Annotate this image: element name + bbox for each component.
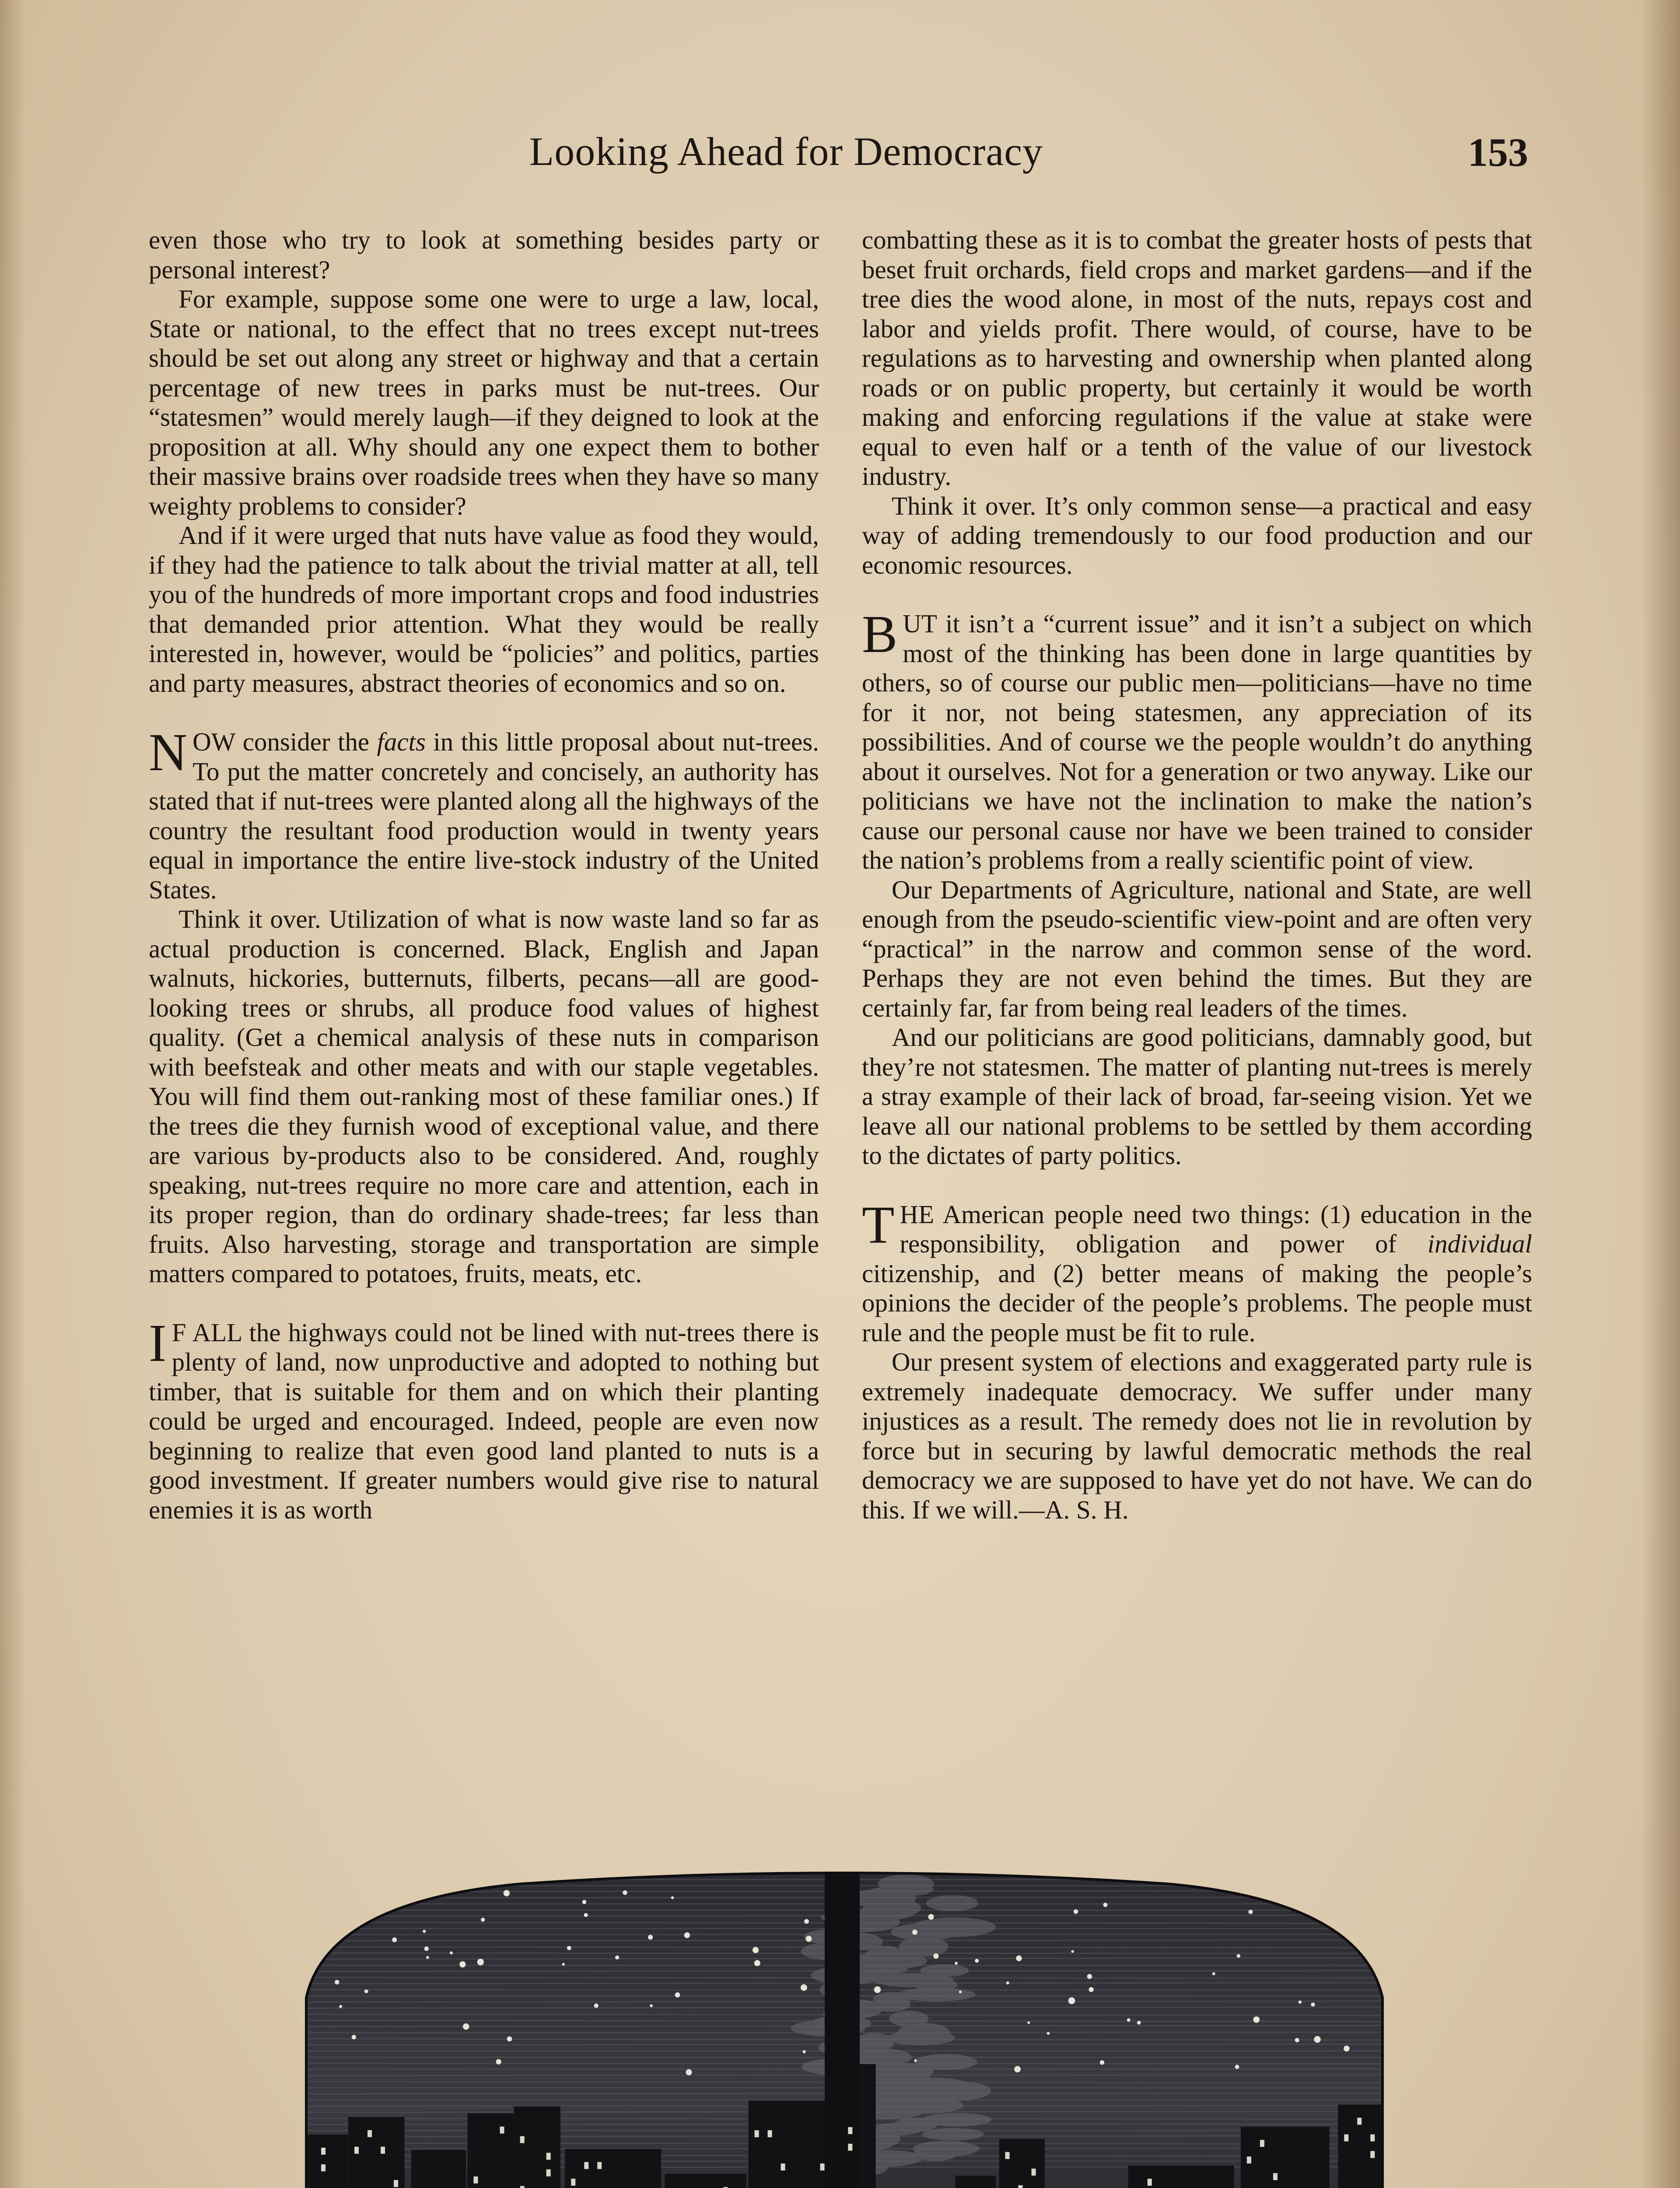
right-column	[862, 225, 1532, 1792]
star	[459, 1961, 466, 1967]
section-paragraph-if	[149, 1313, 819, 1525]
paragraph: And if it were urged that nuts have value as food they would, if they had the patience to talk about the trivial matter at all, tell you of the hundreds of more important crops and food industries that demanded prior attention. What they would be really interested in, however, would be “policies” and politics, parties and party measures, abstract theories of economics and so on.	[149, 521, 819, 698]
star	[1047, 2032, 1050, 2035]
lit-window	[500, 2127, 504, 2134]
star	[650, 2004, 653, 2007]
star	[424, 1946, 429, 1951]
emphasis-text: individual	[1427, 1229, 1532, 1258]
star	[1014, 2066, 1021, 2072]
tower-building	[825, 1866, 860, 2188]
star	[955, 1962, 958, 1965]
star	[1103, 1903, 1108, 1907]
building	[514, 2106, 560, 2188]
building	[411, 2150, 466, 2188]
page-edge-shadow-left	[0, 0, 26, 2188]
lit-window	[1370, 2151, 1375, 2158]
star	[686, 2069, 692, 2075]
lit-window	[473, 2177, 478, 2184]
star	[801, 1985, 807, 1991]
star	[426, 1956, 429, 1959]
lit-window	[394, 2180, 398, 2187]
lit-window	[584, 2162, 588, 2169]
lit-window	[321, 2148, 326, 2155]
star	[504, 1890, 510, 1896]
star	[1127, 2018, 1130, 2022]
lit-window	[1018, 2185, 1023, 2188]
lit-window	[1005, 2152, 1010, 2159]
star	[1100, 2060, 1104, 2065]
paragraph: Think it over. Utilization of what is now waste land so far as actual production is concerned. Black, English and Japan walnuts, hickories, butternuts, filberts, pecans—all are good-looking trees or shrubs, all produce food values of highest quality. (Get a chemical analysis of these nuts in comparison with beefsteak and other meats and with our staple vegetables. You will find them out-ranking most of these familiar ones.) If the trees die they furnish wood of exceptional value, and there are various by-products also to be considered. And, roughly speaking, nut-trees require no more care and attention, each in its proper region, than do ordinary shade-trees; far less than fruits. Also harvesting, storage and transportation are simple matters compared to potatoes, fruits, meats, etc.	[149, 905, 819, 1288]
building	[956, 2176, 996, 2188]
star	[752, 1947, 759, 1953]
star	[754, 1960, 760, 1966]
star	[364, 1989, 368, 1993]
star	[648, 1935, 653, 1939]
building	[1338, 2104, 1387, 2188]
star	[1314, 2036, 1320, 2043]
star	[562, 1963, 565, 1966]
lit-window	[520, 2186, 525, 2188]
paragraph: even those who try to look at something besides party or personal interest?	[149, 225, 819, 284]
star	[1235, 2065, 1239, 2069]
paragraph: Our Departments of Agriculture, national and State, are well enough from the pseudo-scientific view-point and are often very “practical” in the narrow and common sense of the word. Perhaps they are not even behind the times. But they are certainly far, far from being real leaders of the times.	[862, 875, 1532, 1022]
lit-window	[546, 2169, 551, 2176]
star	[1074, 1909, 1078, 1914]
star	[1027, 2021, 1030, 2024]
star	[1087, 1974, 1092, 1979]
star	[1016, 1955, 1022, 1961]
star	[615, 1956, 619, 1960]
paragraph: combatting these as it is to combat the greater hosts of pests that beset fruit orchards, field crops and market gardens—and if the tree dies the wood alone, in most of the nuts, repays cost and labor and yields profit. There would, of course, have to be regulations as to harvesting and ownership when planted along roads or on public property, but certainly it would be worth making and enforcing regulations if the value at stake were equal to even half or a tenth of the value of our livestock industry.	[862, 225, 1532, 491]
drop-cap-word: UT	[903, 609, 937, 638]
lit-window	[571, 2179, 575, 2186]
building	[302, 2135, 348, 2188]
star	[481, 1918, 485, 1922]
paragraph-text: it isn’t a “current issue” and it isn’t a subject on which most of the thinking has been done in large quantities by others, so of course our public men—politicians—have no time for it nor, not being statesmen, any appreciation of its possibilities. And of course we the people wouldn’t do anything about it ourselves. Not for a generation or two anyway. Like our politicians we have not the inclination to make the nation’s cause our personal cause nor have we been trained to consider the nation’s problems from a really scientific point of view.	[862, 609, 1532, 874]
star	[1237, 1954, 1240, 1957]
star	[584, 1913, 588, 1917]
lit-window	[820, 2163, 825, 2170]
star	[1137, 2021, 1141, 2025]
building	[565, 2149, 661, 2188]
star	[423, 1930, 426, 1933]
star	[675, 1992, 680, 1998]
lit-window	[1383, 2167, 1387, 2174]
paragraph-text: American people need two things: (1) education in the responsibility, obligation and power of	[900, 1199, 1532, 1258]
lit-window	[1370, 2134, 1375, 2141]
star	[1295, 2038, 1299, 2042]
star	[1089, 1987, 1094, 1992]
star	[912, 1930, 917, 1935]
drop-cap-word: HE	[900, 1199, 934, 1229]
drop-cap-word: OW	[192, 727, 235, 756]
lit-window	[1344, 2134, 1348, 2141]
star	[623, 1890, 627, 1895]
page-edge-shadow-right	[1641, 0, 1680, 2188]
lit-window	[781, 2163, 785, 2170]
star	[507, 2036, 512, 2041]
drop-cap: B	[862, 605, 898, 664]
paragraph: For example, suppose some one were to urge a law, local, State or national, to the effect that no trees except nut-trees should be set out along any street or highway and that a certain percentage of new trees in parks must be nut-trees. Our “statesmen” would merely laugh—if they deigned to look at the proposition at all. Why should any one expect them to bother their massive brains over roadside trees when they have so many weighty problems to consider?	[149, 284, 819, 520]
emphasis-text: facts	[377, 727, 426, 756]
paragraph: Our present system of elections and exaggerated party rule is extremely inadequate democracy. We suffer under many injustices as a result. The remedy does not lie in revolution by force but in securing by lawful democratic methods the real democracy we are supposed to have yet do not have. We can do this. If we will.—A. S. H.	[862, 1347, 1532, 1524]
star	[1298, 2000, 1302, 2003]
lit-window	[368, 2130, 372, 2137]
star	[1248, 1910, 1253, 1914]
lit-window	[768, 2130, 772, 2137]
lit-window	[354, 2147, 359, 2154]
star	[1253, 2016, 1260, 2023]
smoke-plume	[922, 2128, 984, 2141]
lit-window	[1357, 2118, 1362, 2125]
lit-window	[1273, 2173, 1278, 2180]
star	[1212, 1972, 1215, 1975]
lit-window	[755, 2130, 759, 2137]
star	[803, 2050, 806, 2053]
star	[1006, 1981, 1009, 1985]
building	[1241, 2127, 1330, 2188]
building	[665, 2174, 746, 2188]
star	[684, 1932, 690, 1938]
star	[352, 2035, 356, 2039]
star	[959, 1991, 962, 1994]
paragraph-text: consider the	[235, 727, 377, 756]
star	[567, 1946, 571, 1950]
running-title: Looking Ahead for Democracy	[529, 129, 1043, 174]
paragraph-text: in this little proposal about nut-trees. To put the matter concretely and concisely, an authority has stated that if nut-trees were planted along all the highways of the country the resultant food production would in twenty years equal in importance the entire live-stock industry of the United States.	[149, 727, 819, 904]
smoke-plume	[887, 2030, 956, 2045]
drop-cap: N	[149, 723, 188, 782]
star	[335, 1980, 340, 1985]
star	[804, 1919, 809, 1924]
star	[1068, 1997, 1075, 2004]
building	[749, 2100, 828, 2188]
star	[477, 1959, 484, 1965]
lit-window	[381, 2147, 385, 2154]
lit-window	[1148, 2179, 1152, 2186]
lit-window	[520, 2136, 525, 2143]
building	[1128, 2166, 1234, 2188]
star	[1071, 1950, 1074, 1953]
lit-window	[848, 2127, 852, 2134]
star	[450, 1951, 453, 1954]
star	[975, 1959, 979, 1963]
section-paragraph-now	[149, 723, 819, 905]
lit-window	[597, 2162, 602, 2169]
drop-cap: T	[862, 1195, 895, 1255]
paragraph: Think it over. It’s only common sense—a practical and easy way of adding tremendously to our food production and our economic resources.	[862, 491, 1532, 579]
lit-window	[546, 2153, 551, 2160]
page-number: 153	[1468, 130, 1528, 175]
building	[999, 2139, 1045, 2188]
star	[914, 2059, 917, 2062]
lit-window	[321, 2164, 326, 2171]
paragraph-text: citizenship, and (2) better means of making the people’s opinions the decider of the people’s problems. The people must rule and the people must be fit to rule.	[862, 1259, 1532, 1347]
star	[928, 1914, 934, 1920]
star	[339, 2005, 342, 2008]
lit-window	[848, 2144, 852, 2151]
star	[463, 2023, 469, 2030]
star	[806, 1936, 812, 1942]
star	[1311, 2002, 1315, 2006]
drop-cap-word: F	[172, 1318, 186, 1347]
star	[392, 1937, 397, 1942]
star	[671, 1896, 674, 1899]
paragraph: And our politicians are good politicians, damnably good, but they’re not statesmen. The matter of planting nut-trees is merely a stray example of their lack of broad, far-seeing vision. Yet we leave all our national problems to be settled by them according to the dictates of party politics.	[862, 1023, 1532, 1170]
section-paragraph-the	[862, 1195, 1532, 1348]
star	[933, 1953, 938, 1959]
lit-window	[1247, 2156, 1251, 2163]
paragraph-text: ALL the highways could not be lined with nut-trees there is plenty of land, now unproductive and adopted to nothing but timber, that is suitable for them and on which their planting could be urged and encouraged. Indeed, people are even now beginning to realize that even good land planted to nuts is a good investment. If greater numbers would give rise to natural enemies it is as worth	[149, 1318, 819, 1524]
lit-window	[1260, 2140, 1264, 2147]
star	[1344, 2046, 1350, 2052]
left-column	[149, 225, 819, 1792]
smoke-plume	[926, 1895, 978, 1911]
night-city-illustration	[302, 1866, 1387, 2188]
section-paragraph-but	[862, 605, 1532, 875]
star	[496, 2059, 501, 2064]
star	[594, 2003, 598, 2008]
star	[874, 1986, 881, 1993]
lit-window	[1032, 2169, 1036, 2176]
star	[582, 1900, 587, 1904]
drop-cap: I	[149, 1313, 167, 1373]
